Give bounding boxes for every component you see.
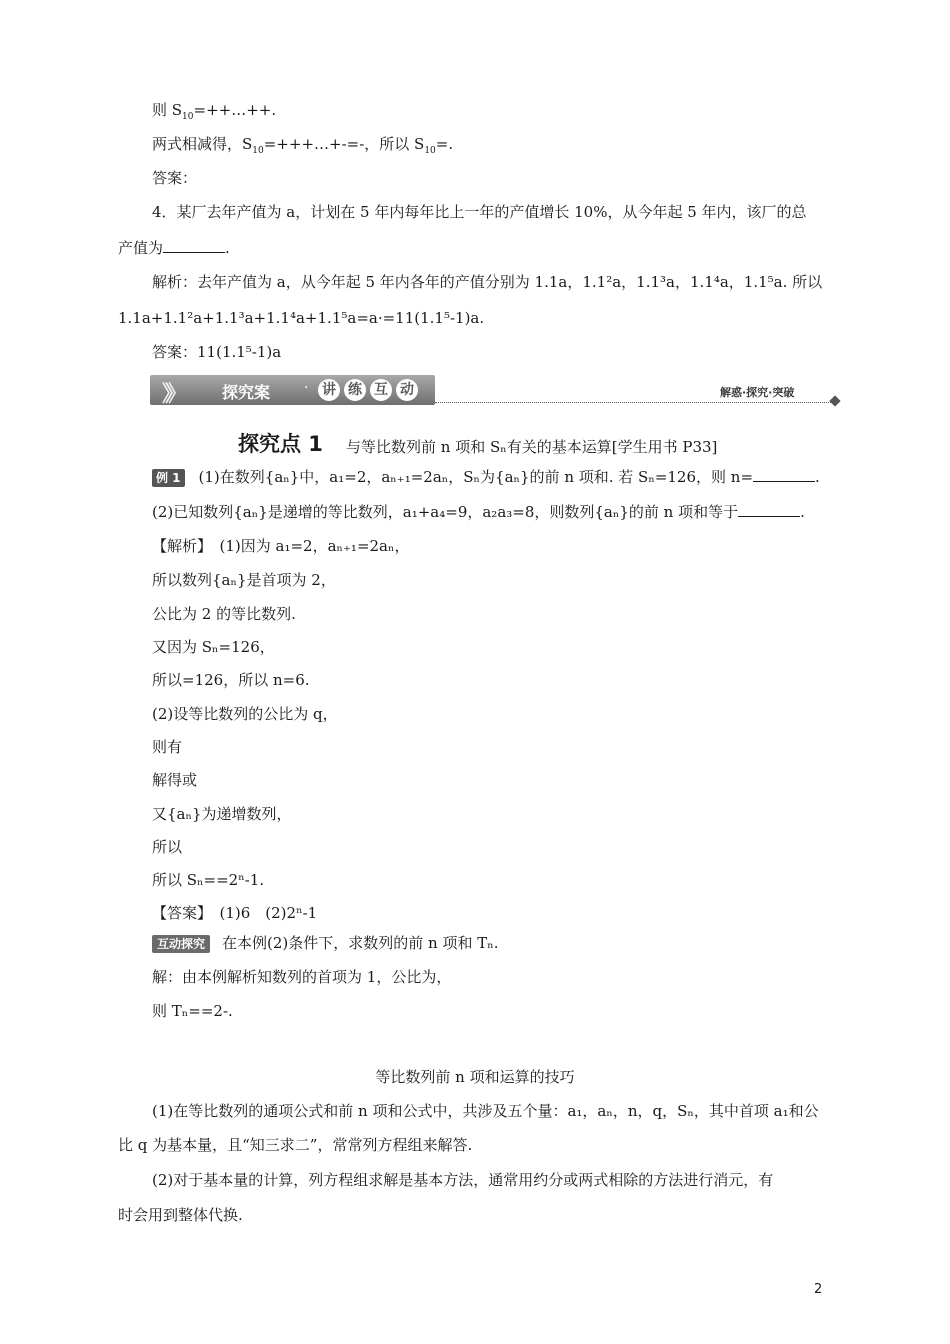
answer-blank xyxy=(163,238,225,253)
banner-subtitle: 解惑·探究·突破 xyxy=(720,386,795,399)
tips-line: 比 q 为基本量，且“知三求二”，常常列方程组来解答. xyxy=(118,1136,473,1154)
solution-line: 【解析】 (1)因为 a₁=2，aₙ₊₁=2aₙ， xyxy=(152,537,410,555)
solution-line: 又因为 Sₙ=126， xyxy=(152,638,275,656)
solution-line: 1.1a+1.1²a+1.1³a+1.1⁴a+1.1⁵a=a·=11(1.1⁵-1)a. xyxy=(118,309,485,327)
solution-line: 则 Tₙ==2-. xyxy=(152,1002,233,1020)
banner-rule xyxy=(435,402,833,403)
solution-line: 所以=126，所以 n=6. xyxy=(152,671,310,689)
diamond-icon xyxy=(829,395,840,406)
banner-chip: 动 xyxy=(396,379,418,401)
solution-line: 所以数列{aₙ}是首项为 2， xyxy=(152,571,336,589)
answer-blank xyxy=(753,467,815,482)
tips-line: (2)对于基本量的计算，列方程组求解是基本方法，通常用约分或两式相除的方法进行消元，有 xyxy=(152,1171,774,1189)
section-banner xyxy=(150,373,840,409)
example-tag: 例 1 xyxy=(152,469,185,487)
banner-chip: 讲 xyxy=(318,379,340,401)
tips-line: (1)在等比数列的通项公式和前 n 项和公式中，共涉及五个量：a₁，aₙ，n，q，Sₙ，其中首项 a₁和公 xyxy=(152,1102,819,1120)
inquiry-tag: 互动探究 xyxy=(152,935,210,953)
example-1-part-1: 例 1 (1)在数列{aₙ}中，a₁=2，aₙ₊₁=2aₙ，Sₙ为{aₙ}的前 n 项和. 若 Sₙ=126，则 n= . xyxy=(152,467,820,487)
section-heading: 探究点 1 xyxy=(238,432,323,456)
solution-line: 所以 xyxy=(152,838,183,856)
interactive-inquiry: 互动探究 在本例(2)条件下，求数列的前 n 项和 Tₙ. xyxy=(152,933,499,953)
question-4-cont: 产值为 . xyxy=(118,239,230,257)
banner-chip: 练 xyxy=(344,379,366,401)
text-line: 则 $S_{10}=++\dots++$. xyxy=(152,101,277,122)
tips-line: 时会用到整体代换. xyxy=(118,1206,243,1224)
answer-line: 答案：11(1.1⁵-1)a xyxy=(152,343,282,361)
answer-line: 【答案】 (1)6 (2)2ⁿ-1 xyxy=(152,904,318,922)
question-4: 4．某厂去年产值为 a，计划在 5 年内每年比上一年的产值增长 10%，从今年起 5 年内，该厂的总 xyxy=(152,203,807,221)
solution-line: 又{aₙ}为递增数列， xyxy=(152,805,292,823)
banner-title: 探究案 xyxy=(222,383,271,402)
banner-chip: 互 xyxy=(370,379,392,401)
banner-dot: · xyxy=(304,380,309,396)
example-1-part-2: (2)已知数列{aₙ}是递增的等比数列，a₁+a₄=9，a₂a₃=8，则数列{aₙ}的前 n 项和等于 . xyxy=(152,503,805,521)
text-line: 两式相减得，$S_{10}=+++\dots+-=-$，所以 $S_{10}=$. xyxy=(152,135,454,156)
solution-line: 公比为 2 的等比数列. xyxy=(152,605,296,623)
solution-line: 所以 Sₙ==2ⁿ-1. xyxy=(152,871,265,889)
solution-line: 解得或 xyxy=(152,771,198,789)
section-subheading: 与等比数列前 n 项和 Sₙ有关的基本运算[学生用书 P33] xyxy=(346,438,718,456)
solution-line: 则有 xyxy=(152,738,183,756)
page-number: 2 xyxy=(814,1282,823,1297)
chevron-icon: 》》 xyxy=(162,382,180,407)
solution-line: 解：由本例解析知数列的首项为 1，公比为， xyxy=(152,968,452,986)
text-line: 答案： xyxy=(152,169,198,187)
solution-line: (2)设等比数列的公比为 q， xyxy=(152,705,338,723)
banner-background xyxy=(150,375,435,405)
answer-blank xyxy=(738,502,800,517)
solution-line: 解析：去年产值为 a，从今年起 5 年内各年的产值分别为 1.1a，1.1²a，1.1³a，1.1⁴a，1.1⁵a. 所以 xyxy=(152,273,823,291)
tips-title: 等比数列前 n 项和运算的技巧 xyxy=(375,1068,575,1086)
